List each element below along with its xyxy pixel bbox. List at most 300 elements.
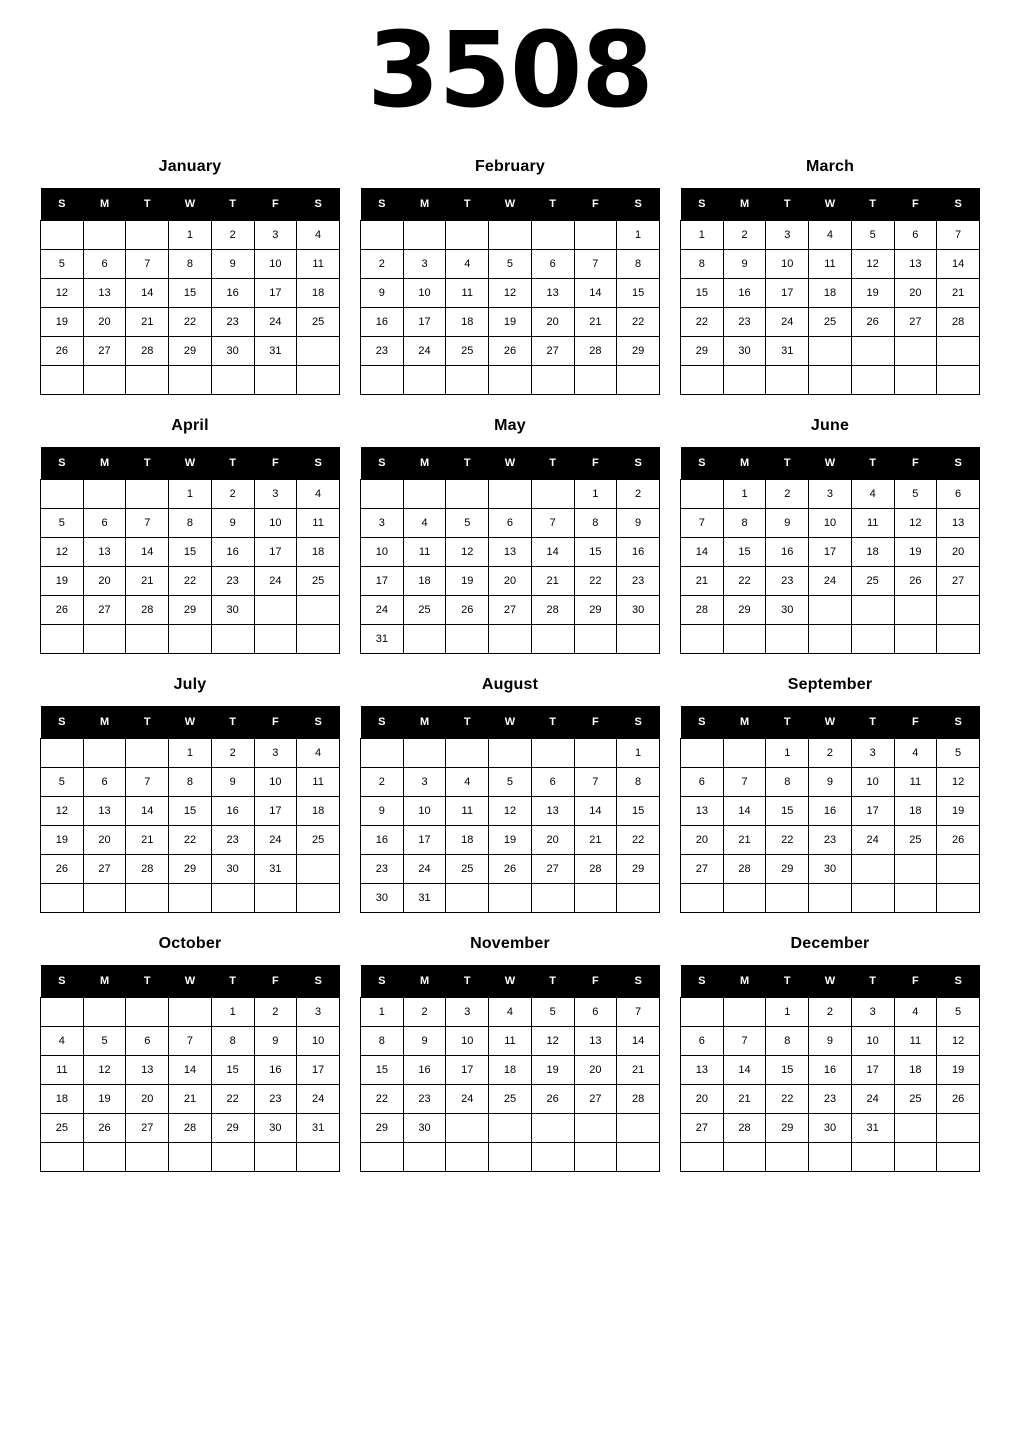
day-cell[interactable]: 1 — [766, 739, 809, 768]
day-cell[interactable]: 7 — [574, 768, 617, 797]
day-cell[interactable]: 4 — [446, 768, 489, 797]
day-cell[interactable]: 20 — [681, 1085, 724, 1114]
day-cell[interactable]: 28 — [723, 855, 766, 884]
day-cell[interactable]: 8 — [211, 1027, 254, 1056]
day-cell[interactable]: 18 — [41, 1085, 84, 1114]
day-cell[interactable]: 26 — [446, 596, 489, 625]
day-cell[interactable]: 1 — [169, 739, 212, 768]
day-cell[interactable]: 17 — [254, 797, 297, 826]
day-cell[interactable]: 29 — [723, 596, 766, 625]
day-cell[interactable]: 12 — [489, 279, 532, 308]
day-cell[interactable]: 4 — [446, 250, 489, 279]
day-cell[interactable]: 12 — [41, 797, 84, 826]
day-cell[interactable]: 14 — [169, 1056, 212, 1085]
day-cell[interactable]: 6 — [681, 1027, 724, 1056]
day-cell[interactable]: 23 — [361, 337, 404, 366]
day-cell[interactable]: 4 — [894, 998, 937, 1027]
day-cell[interactable]: 23 — [254, 1085, 297, 1114]
day-cell[interactable]: 16 — [723, 279, 766, 308]
day-cell[interactable]: 23 — [809, 1085, 852, 1114]
day-cell[interactable]: 23 — [723, 308, 766, 337]
day-cell[interactable]: 31 — [254, 855, 297, 884]
day-cell[interactable]: 6 — [937, 480, 980, 509]
day-cell[interactable]: 26 — [41, 596, 84, 625]
day-cell[interactable]: 10 — [403, 797, 446, 826]
day-cell[interactable]: 25 — [489, 1085, 532, 1114]
day-cell[interactable]: 24 — [297, 1085, 340, 1114]
day-cell[interactable]: 17 — [446, 1056, 489, 1085]
day-cell[interactable]: 3 — [254, 480, 297, 509]
day-cell[interactable]: 25 — [41, 1114, 84, 1143]
day-cell[interactable]: 16 — [254, 1056, 297, 1085]
day-cell[interactable]: 3 — [254, 221, 297, 250]
day-cell[interactable]: 3 — [361, 509, 404, 538]
day-cell[interactable]: 30 — [766, 596, 809, 625]
day-cell[interactable]: 15 — [723, 538, 766, 567]
day-cell[interactable]: 5 — [446, 509, 489, 538]
day-cell[interactable]: 1 — [617, 221, 660, 250]
day-cell[interactable]: 6 — [894, 221, 937, 250]
day-cell[interactable]: 10 — [809, 509, 852, 538]
day-cell[interactable]: 29 — [617, 337, 660, 366]
day-cell[interactable]: 17 — [851, 1056, 894, 1085]
day-cell[interactable]: 29 — [169, 596, 212, 625]
day-cell[interactable]: 25 — [894, 826, 937, 855]
day-cell[interactable]: 27 — [681, 1114, 724, 1143]
day-cell[interactable]: 31 — [403, 884, 446, 913]
day-cell[interactable]: 29 — [617, 855, 660, 884]
day-cell[interactable]: 22 — [211, 1085, 254, 1114]
day-cell[interactable]: 27 — [937, 567, 980, 596]
day-cell[interactable]: 19 — [937, 1056, 980, 1085]
day-cell[interactable]: 19 — [41, 567, 84, 596]
day-cell[interactable]: 23 — [211, 826, 254, 855]
day-cell[interactable]: 11 — [851, 509, 894, 538]
day-cell[interactable]: 26 — [531, 1085, 574, 1114]
day-cell[interactable]: 14 — [574, 279, 617, 308]
day-cell[interactable]: 25 — [446, 337, 489, 366]
day-cell[interactable]: 12 — [446, 538, 489, 567]
day-cell[interactable]: 27 — [83, 337, 126, 366]
day-cell[interactable]: 21 — [681, 567, 724, 596]
day-cell[interactable]: 13 — [681, 797, 724, 826]
day-cell[interactable]: 8 — [169, 768, 212, 797]
day-cell[interactable]: 20 — [894, 279, 937, 308]
day-cell[interactable]: 18 — [851, 538, 894, 567]
day-cell[interactable]: 1 — [766, 998, 809, 1027]
day-cell[interactable]: 29 — [169, 855, 212, 884]
day-cell[interactable]: 10 — [254, 768, 297, 797]
day-cell[interactable]: 3 — [809, 480, 852, 509]
day-cell[interactable]: 20 — [937, 538, 980, 567]
day-cell[interactable]: 15 — [617, 279, 660, 308]
day-cell[interactable]: 22 — [617, 308, 660, 337]
day-cell[interactable]: 21 — [126, 308, 169, 337]
day-cell[interactable]: 15 — [169, 279, 212, 308]
day-cell[interactable]: 16 — [361, 308, 404, 337]
day-cell[interactable]: 27 — [83, 596, 126, 625]
day-cell[interactable]: 11 — [894, 768, 937, 797]
day-cell[interactable]: 17 — [403, 826, 446, 855]
day-cell[interactable]: 14 — [681, 538, 724, 567]
day-cell[interactable]: 24 — [403, 855, 446, 884]
day-cell[interactable]: 8 — [574, 509, 617, 538]
day-cell[interactable]: 21 — [574, 826, 617, 855]
day-cell[interactable]: 2 — [403, 998, 446, 1027]
day-cell[interactable]: 1 — [723, 480, 766, 509]
day-cell[interactable]: 1 — [169, 221, 212, 250]
day-cell[interactable]: 6 — [83, 509, 126, 538]
day-cell[interactable]: 31 — [297, 1114, 340, 1143]
day-cell[interactable]: 30 — [809, 855, 852, 884]
day-cell[interactable]: 4 — [41, 1027, 84, 1056]
day-cell[interactable]: 15 — [361, 1056, 404, 1085]
day-cell[interactable]: 15 — [211, 1056, 254, 1085]
day-cell[interactable]: 11 — [297, 768, 340, 797]
day-cell[interactable]: 18 — [297, 538, 340, 567]
day-cell[interactable]: 7 — [723, 768, 766, 797]
day-cell[interactable]: 24 — [361, 596, 404, 625]
day-cell[interactable]: 21 — [723, 1085, 766, 1114]
day-cell[interactable]: 8 — [361, 1027, 404, 1056]
day-cell[interactable]: 30 — [211, 596, 254, 625]
day-cell[interactable]: 3 — [403, 250, 446, 279]
day-cell[interactable]: 29 — [574, 596, 617, 625]
day-cell[interactable]: 6 — [126, 1027, 169, 1056]
day-cell[interactable]: 9 — [361, 279, 404, 308]
day-cell[interactable]: 19 — [531, 1056, 574, 1085]
day-cell[interactable]: 11 — [297, 509, 340, 538]
day-cell[interactable]: 6 — [83, 768, 126, 797]
day-cell[interactable]: 20 — [531, 308, 574, 337]
day-cell[interactable]: 25 — [809, 308, 852, 337]
day-cell[interactable]: 5 — [937, 739, 980, 768]
day-cell[interactable]: 8 — [681, 250, 724, 279]
day-cell[interactable]: 16 — [211, 279, 254, 308]
day-cell[interactable]: 21 — [937, 279, 980, 308]
day-cell[interactable]: 27 — [531, 855, 574, 884]
day-cell[interactable]: 1 — [617, 739, 660, 768]
day-cell[interactable]: 19 — [446, 567, 489, 596]
day-cell[interactable]: 1 — [361, 998, 404, 1027]
day-cell[interactable]: 18 — [489, 1056, 532, 1085]
day-cell[interactable]: 8 — [766, 1027, 809, 1056]
day-cell[interactable]: 28 — [531, 596, 574, 625]
day-cell[interactable]: 18 — [894, 797, 937, 826]
day-cell[interactable]: 17 — [361, 567, 404, 596]
day-cell[interactable]: 19 — [851, 279, 894, 308]
day-cell[interactable]: 31 — [766, 337, 809, 366]
day-cell[interactable]: 26 — [489, 855, 532, 884]
day-cell[interactable]: 25 — [446, 855, 489, 884]
day-cell[interactable]: 20 — [83, 567, 126, 596]
day-cell[interactable]: 8 — [169, 250, 212, 279]
day-cell[interactable]: 7 — [126, 768, 169, 797]
day-cell[interactable]: 31 — [361, 625, 404, 654]
day-cell[interactable]: 7 — [723, 1027, 766, 1056]
day-cell[interactable]: 10 — [254, 509, 297, 538]
day-cell[interactable]: 25 — [403, 596, 446, 625]
day-cell[interactable]: 18 — [446, 826, 489, 855]
day-cell[interactable]: 11 — [894, 1027, 937, 1056]
day-cell[interactable]: 30 — [617, 596, 660, 625]
day-cell[interactable]: 14 — [723, 797, 766, 826]
day-cell[interactable]: 25 — [851, 567, 894, 596]
day-cell[interactable]: 5 — [531, 998, 574, 1027]
day-cell[interactable]: 6 — [489, 509, 532, 538]
day-cell[interactable]: 15 — [574, 538, 617, 567]
day-cell[interactable]: 16 — [403, 1056, 446, 1085]
day-cell[interactable]: 23 — [211, 567, 254, 596]
day-cell[interactable]: 23 — [403, 1085, 446, 1114]
day-cell[interactable]: 5 — [851, 221, 894, 250]
day-cell[interactable]: 2 — [254, 998, 297, 1027]
day-cell[interactable]: 4 — [403, 509, 446, 538]
day-cell[interactable]: 29 — [766, 1114, 809, 1143]
day-cell[interactable]: 11 — [297, 250, 340, 279]
day-cell[interactable]: 26 — [41, 855, 84, 884]
day-cell[interactable]: 28 — [723, 1114, 766, 1143]
day-cell[interactable]: 25 — [297, 826, 340, 855]
day-cell[interactable]: 24 — [403, 337, 446, 366]
day-cell[interactable]: 9 — [723, 250, 766, 279]
day-cell[interactable]: 24 — [254, 826, 297, 855]
day-cell[interactable]: 30 — [211, 855, 254, 884]
day-cell[interactable]: 30 — [809, 1114, 852, 1143]
day-cell[interactable]: 22 — [723, 567, 766, 596]
day-cell[interactable]: 13 — [83, 797, 126, 826]
day-cell[interactable]: 8 — [723, 509, 766, 538]
day-cell[interactable]: 13 — [83, 279, 126, 308]
day-cell[interactable]: 13 — [531, 797, 574, 826]
day-cell[interactable]: 21 — [169, 1085, 212, 1114]
day-cell[interactable]: 11 — [446, 797, 489, 826]
day-cell[interactable]: 11 — [809, 250, 852, 279]
day-cell[interactable]: 15 — [617, 797, 660, 826]
day-cell[interactable]: 4 — [851, 480, 894, 509]
day-cell[interactable]: 22 — [169, 308, 212, 337]
day-cell[interactable]: 27 — [681, 855, 724, 884]
day-cell[interactable]: 5 — [41, 509, 84, 538]
day-cell[interactable]: 17 — [254, 279, 297, 308]
day-cell[interactable]: 22 — [766, 1085, 809, 1114]
day-cell[interactable]: 15 — [681, 279, 724, 308]
day-cell[interactable]: 4 — [297, 739, 340, 768]
day-cell[interactable]: 28 — [126, 337, 169, 366]
day-cell[interactable]: 6 — [681, 768, 724, 797]
day-cell[interactable]: 11 — [41, 1056, 84, 1085]
day-cell[interactable]: 29 — [766, 855, 809, 884]
day-cell[interactable]: 24 — [809, 567, 852, 596]
day-cell[interactable]: 28 — [681, 596, 724, 625]
day-cell[interactable]: 2 — [211, 739, 254, 768]
day-cell[interactable]: 28 — [937, 308, 980, 337]
day-cell[interactable]: 3 — [766, 221, 809, 250]
day-cell[interactable]: 26 — [489, 337, 532, 366]
day-cell[interactable]: 27 — [894, 308, 937, 337]
day-cell[interactable]: 4 — [297, 221, 340, 250]
day-cell[interactable]: 20 — [489, 567, 532, 596]
day-cell[interactable]: 3 — [254, 739, 297, 768]
day-cell[interactable]: 18 — [403, 567, 446, 596]
day-cell[interactable]: 17 — [809, 538, 852, 567]
day-cell[interactable]: 19 — [489, 308, 532, 337]
day-cell[interactable]: 12 — [83, 1056, 126, 1085]
day-cell[interactable]: 9 — [617, 509, 660, 538]
day-cell[interactable]: 14 — [617, 1027, 660, 1056]
day-cell[interactable]: 20 — [574, 1056, 617, 1085]
day-cell[interactable]: 2 — [361, 250, 404, 279]
day-cell[interactable]: 12 — [851, 250, 894, 279]
day-cell[interactable]: 14 — [126, 797, 169, 826]
day-cell[interactable]: 22 — [361, 1085, 404, 1114]
day-cell[interactable]: 26 — [894, 567, 937, 596]
day-cell[interactable]: 10 — [403, 279, 446, 308]
day-cell[interactable]: 28 — [126, 855, 169, 884]
day-cell[interactable]: 28 — [617, 1085, 660, 1114]
day-cell[interactable]: 13 — [574, 1027, 617, 1056]
day-cell[interactable]: 19 — [937, 797, 980, 826]
day-cell[interactable]: 16 — [361, 826, 404, 855]
day-cell[interactable]: 31 — [254, 337, 297, 366]
day-cell[interactable]: 19 — [894, 538, 937, 567]
day-cell[interactable]: 27 — [489, 596, 532, 625]
day-cell[interactable]: 28 — [574, 337, 617, 366]
day-cell[interactable]: 18 — [894, 1056, 937, 1085]
day-cell[interactable]: 22 — [766, 826, 809, 855]
day-cell[interactable]: 22 — [169, 567, 212, 596]
day-cell[interactable]: 12 — [41, 279, 84, 308]
day-cell[interactable]: 28 — [574, 855, 617, 884]
day-cell[interactable]: 2 — [723, 221, 766, 250]
day-cell[interactable]: 26 — [937, 826, 980, 855]
day-cell[interactable]: 26 — [41, 337, 84, 366]
day-cell[interactable]: 12 — [531, 1027, 574, 1056]
day-cell[interactable]: 25 — [297, 308, 340, 337]
day-cell[interactable]: 21 — [574, 308, 617, 337]
day-cell[interactable]: 24 — [446, 1085, 489, 1114]
day-cell[interactable]: 19 — [41, 826, 84, 855]
day-cell[interactable]: 20 — [83, 826, 126, 855]
day-cell[interactable]: 12 — [937, 768, 980, 797]
day-cell[interactable]: 18 — [809, 279, 852, 308]
day-cell[interactable]: 3 — [851, 739, 894, 768]
day-cell[interactable]: 7 — [126, 250, 169, 279]
day-cell[interactable]: 19 — [41, 308, 84, 337]
day-cell[interactable]: 3 — [297, 998, 340, 1027]
day-cell[interactable]: 18 — [446, 308, 489, 337]
day-cell[interactable]: 23 — [617, 567, 660, 596]
day-cell[interactable]: 16 — [809, 1056, 852, 1085]
day-cell[interactable]: 7 — [681, 509, 724, 538]
day-cell[interactable]: 9 — [766, 509, 809, 538]
day-cell[interactable]: 20 — [531, 826, 574, 855]
day-cell[interactable]: 2 — [211, 480, 254, 509]
day-cell[interactable]: 3 — [403, 768, 446, 797]
day-cell[interactable]: 5 — [937, 998, 980, 1027]
day-cell[interactable]: 8 — [766, 768, 809, 797]
day-cell[interactable]: 7 — [937, 221, 980, 250]
day-cell[interactable]: 13 — [531, 279, 574, 308]
day-cell[interactable]: 22 — [681, 308, 724, 337]
day-cell[interactable]: 26 — [83, 1114, 126, 1143]
day-cell[interactable]: 14 — [723, 1056, 766, 1085]
day-cell[interactable]: 4 — [894, 739, 937, 768]
day-cell[interactable]: 8 — [617, 250, 660, 279]
day-cell[interactable]: 18 — [297, 797, 340, 826]
day-cell[interactable]: 12 — [894, 509, 937, 538]
day-cell[interactable]: 22 — [617, 826, 660, 855]
day-cell[interactable]: 21 — [723, 826, 766, 855]
day-cell[interactable]: 16 — [211, 797, 254, 826]
day-cell[interactable]: 23 — [766, 567, 809, 596]
day-cell[interactable]: 1 — [211, 998, 254, 1027]
day-cell[interactable]: 19 — [83, 1085, 126, 1114]
day-cell[interactable]: 10 — [851, 768, 894, 797]
day-cell[interactable]: 13 — [126, 1056, 169, 1085]
day-cell[interactable]: 5 — [489, 768, 532, 797]
day-cell[interactable]: 2 — [211, 221, 254, 250]
day-cell[interactable]: 21 — [531, 567, 574, 596]
day-cell[interactable]: 22 — [574, 567, 617, 596]
day-cell[interactable]: 13 — [937, 509, 980, 538]
day-cell[interactable]: 15 — [766, 797, 809, 826]
day-cell[interactable]: 8 — [617, 768, 660, 797]
day-cell[interactable]: 14 — [574, 797, 617, 826]
day-cell[interactable]: 2 — [361, 768, 404, 797]
day-cell[interactable]: 28 — [169, 1114, 212, 1143]
day-cell[interactable]: 9 — [403, 1027, 446, 1056]
day-cell[interactable]: 10 — [766, 250, 809, 279]
day-cell[interactable]: 17 — [766, 279, 809, 308]
day-cell[interactable]: 30 — [211, 337, 254, 366]
day-cell[interactable]: 10 — [851, 1027, 894, 1056]
day-cell[interactable]: 24 — [851, 1085, 894, 1114]
day-cell[interactable]: 9 — [211, 509, 254, 538]
day-cell[interactable]: 29 — [169, 337, 212, 366]
day-cell[interactable]: 2 — [809, 739, 852, 768]
day-cell[interactable]: 23 — [361, 855, 404, 884]
day-cell[interactable]: 1 — [574, 480, 617, 509]
day-cell[interactable]: 17 — [297, 1056, 340, 1085]
day-cell[interactable]: 15 — [169, 797, 212, 826]
day-cell[interactable]: 7 — [169, 1027, 212, 1056]
day-cell[interactable]: 3 — [851, 998, 894, 1027]
day-cell[interactable]: 6 — [574, 998, 617, 1027]
day-cell[interactable]: 28 — [126, 596, 169, 625]
day-cell[interactable]: 20 — [126, 1085, 169, 1114]
day-cell[interactable]: 5 — [41, 768, 84, 797]
day-cell[interactable]: 10 — [254, 250, 297, 279]
day-cell[interactable]: 16 — [809, 797, 852, 826]
day-cell[interactable]: 19 — [489, 826, 532, 855]
day-cell[interactable]: 1 — [169, 480, 212, 509]
day-cell[interactable]: 14 — [937, 250, 980, 279]
day-cell[interactable]: 11 — [403, 538, 446, 567]
day-cell[interactable]: 30 — [361, 884, 404, 913]
day-cell[interactable]: 4 — [489, 998, 532, 1027]
day-cell[interactable]: 12 — [41, 538, 84, 567]
day-cell[interactable]: 9 — [254, 1027, 297, 1056]
day-cell[interactable]: 6 — [83, 250, 126, 279]
day-cell[interactable]: 10 — [446, 1027, 489, 1056]
day-cell[interactable]: 5 — [41, 250, 84, 279]
day-cell[interactable]: 3 — [446, 998, 489, 1027]
day-cell[interactable]: 7 — [574, 250, 617, 279]
day-cell[interactable]: 14 — [126, 538, 169, 567]
day-cell[interactable]: 25 — [297, 567, 340, 596]
day-cell[interactable]: 26 — [851, 308, 894, 337]
